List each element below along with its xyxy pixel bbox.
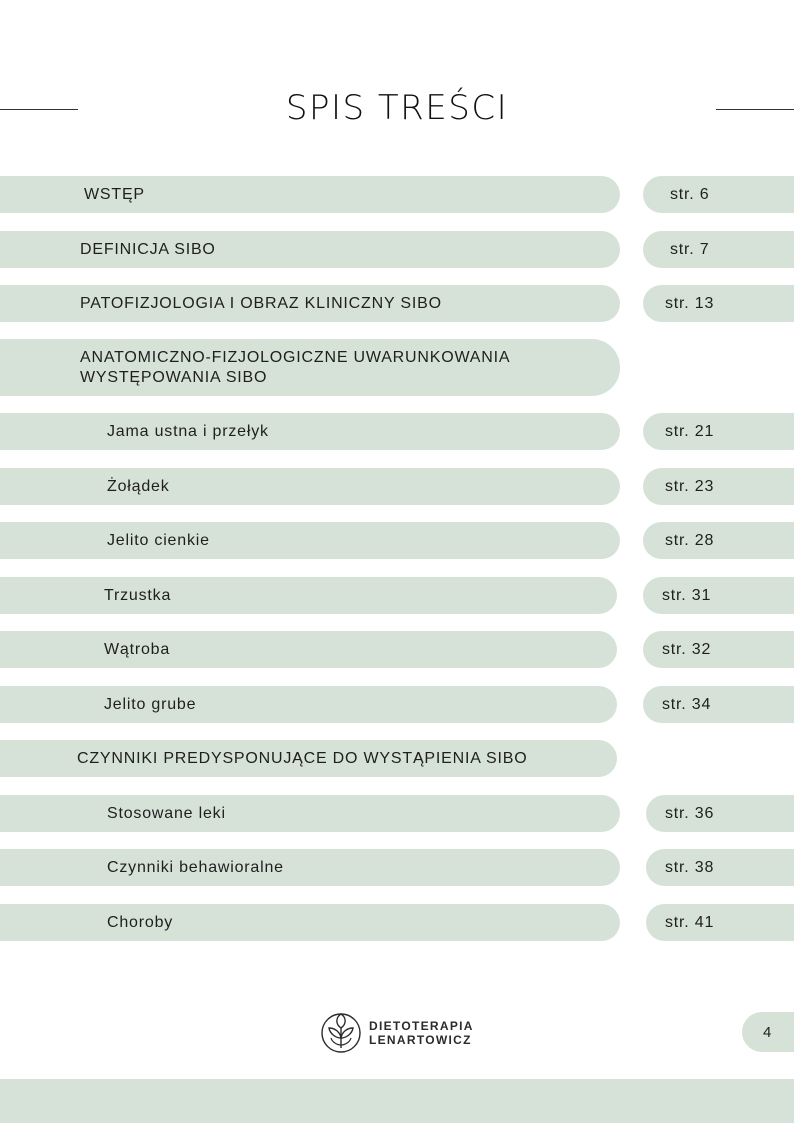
page-number-badge (742, 1012, 794, 1052)
toc-entry-patofizjologia[interactable] (0, 285, 620, 322)
toc-entry-definicja[interactable] (0, 231, 620, 268)
toc-page-number: str. 38 (665, 858, 715, 876)
toc-entry-label: Stosowane leki (107, 804, 226, 822)
toc-entry-jelito-grube[interactable] (0, 686, 617, 723)
toc-page-number: str. 28 (665, 531, 715, 549)
toc-entry-label: Żołądek (107, 477, 170, 495)
toc-entry-czynniki-behawioralne[interactable] (0, 849, 620, 886)
toc-page-number: str. 7 (670, 240, 710, 258)
brand-line1: DIETOTERAPIA (369, 1019, 474, 1033)
toc-entry-trzustka[interactable] (0, 577, 617, 614)
toc-page-number: str. 23 (665, 477, 715, 495)
toc-entry-label: Choroby (107, 913, 174, 931)
toc-entry-anatomiczno[interactable] (0, 339, 620, 396)
toc-entry-label: CZYNNIKI PREDYSPONUJĄCE DO WYSTĄPIENIA SIBO (77, 749, 528, 767)
toc-page-number: str. 41 (665, 913, 715, 931)
toc-entry-label: Jelito grube (104, 695, 197, 713)
toc-entry-label: Jama ustna i przełyk (107, 422, 269, 440)
toc-page-number: str. 6 (670, 185, 710, 203)
toc-entry-jelito-cienkie[interactable] (0, 522, 620, 559)
toc-entry-stosowane-leki[interactable] (0, 795, 620, 832)
toc-entry-zoladek[interactable] (0, 468, 620, 505)
toc-page-number: str. 36 (665, 804, 715, 822)
toc-entry-czynniki-predysponujace[interactable] (0, 740, 617, 777)
toc-page-number: str. 31 (662, 586, 712, 604)
toc-page-number: str. 34 (662, 695, 712, 713)
toc-page-badge (643, 686, 794, 723)
toc-page-badge (643, 413, 794, 450)
toc-page-badge (643, 577, 794, 614)
toc-page-badge (643, 522, 794, 559)
title-rule-right (716, 109, 794, 110)
toc-entry-label: WSTĘP (84, 185, 145, 203)
toc-page-badge (646, 795, 794, 832)
toc-entry-choroby[interactable] (0, 904, 620, 941)
toc-page-badge (643, 631, 794, 668)
toc-entry-label: Czynniki behawioralne (107, 858, 284, 876)
toc-entry-label: PATOFIZJOLOGIA I OBRAZ KLINICZNY SIBO (80, 294, 442, 312)
brand-logo (320, 1011, 474, 1055)
page-title: SPIS TREŚCI (285, 88, 509, 128)
toc-entry-label: Wątroba (104, 640, 171, 658)
toc-page-badge (646, 904, 794, 941)
toc-entry-wstep[interactable] (0, 176, 620, 213)
toc-entry-jama-ustna[interactable] (0, 413, 620, 450)
page-number: 4 (763, 1023, 772, 1041)
footer-bar (0, 1079, 794, 1123)
leaf-icon (320, 1011, 362, 1055)
brand-line2: LENARTOWICZ (369, 1033, 472, 1047)
toc-page-number: str. 32 (662, 640, 712, 658)
toc-entry-label: Jelito cienkie (107, 531, 210, 549)
toc-entry-label: DEFINICJA SIBO (80, 240, 216, 258)
toc-entry-watroba[interactable] (0, 631, 617, 668)
toc-page-badge (643, 285, 794, 322)
toc-page-badge (643, 176, 794, 213)
toc-entry-label-line2: WYSTĘPOWANIA SIBO (80, 368, 268, 386)
toc-entry-label: Trzustka (104, 586, 172, 604)
toc-page-badge (643, 468, 794, 505)
brand-name (369, 1019, 474, 1047)
toc-page-badge (646, 849, 794, 886)
toc-entry-label-line1: ANATOMICZNO-FIZJOLOGICZNE UWARUNKOWANIA (80, 348, 511, 366)
toc-page-number: str. 13 (665, 294, 715, 312)
toc-page-number: str. 21 (665, 422, 715, 440)
toc-page-badge (643, 231, 794, 268)
